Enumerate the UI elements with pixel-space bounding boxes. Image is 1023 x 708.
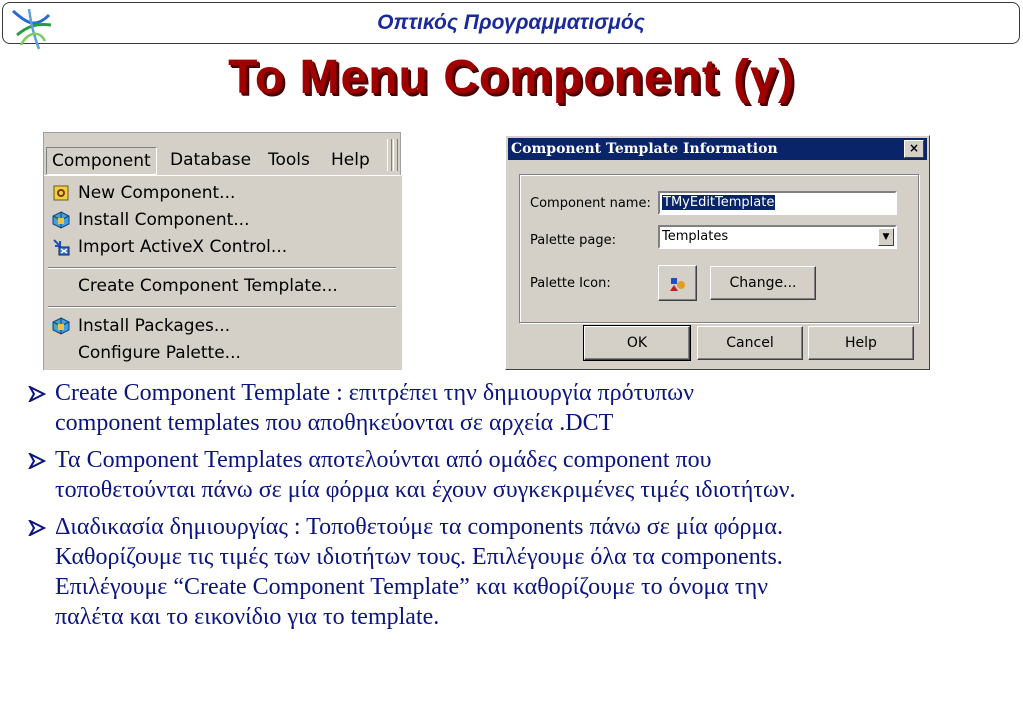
import-activex-icon (52, 238, 70, 256)
arrow-bullet-icon (28, 453, 46, 469)
component-name-field[interactable] (658, 191, 897, 215)
palette-icon-button[interactable] (658, 265, 697, 301)
bullet-item (28, 445, 1018, 505)
component-dropdown (44, 175, 402, 370)
menu-tools[interactable]: Tools (268, 150, 310, 170)
bullet-line: Επιλέγουμε “Create Component Template” και καθορίζουμε το όνομα την (55, 574, 768, 600)
menu-item-label: Import ActiveX Control... (78, 237, 288, 257)
cancel-button[interactable]: Cancel (697, 326, 803, 360)
menu-item-label: Configure Palette... (78, 343, 241, 363)
palette-page-select[interactable] (658, 225, 897, 249)
toolbar-grip[interactable] (393, 139, 398, 171)
component-palette-icon (669, 275, 687, 293)
menu-component[interactable]: Component (46, 147, 157, 175)
toolbar-grip[interactable] (387, 139, 392, 171)
menu-database[interactable]: Database (170, 150, 252, 170)
component-template-dialog (505, 135, 930, 370)
chevron-down-icon[interactable]: ▼ (878, 228, 894, 246)
new-component-icon (52, 184, 70, 202)
close-button[interactable]: × (904, 140, 924, 158)
bullet-line: Create Component Template : επιτρέπει την δημιουργία πρότυπων (55, 380, 694, 406)
header-title: Οπτικός Προγραμματισμός (377, 11, 645, 34)
bullet-line: Διαδικασία δημιουργίας : Τοποθετούμε τα components πάνω σε μία φόρμα. (55, 514, 783, 540)
change-button[interactable]: Change... (710, 266, 816, 300)
palette-page-value: Templates (662, 229, 729, 244)
menu-separator (48, 306, 396, 308)
menu-item-label: Install Packages... (78, 316, 231, 336)
menu-item-label: Create Component Template... (78, 276, 338, 296)
bullet-line: Τα Component Templates αποτελούνται από ομάδες component που (55, 447, 712, 473)
component-menu-screenshot (43, 132, 401, 370)
bullet-item (28, 512, 1018, 632)
palette-page-label: Palette page: (530, 233, 617, 248)
menu-help[interactable]: Help (331, 150, 370, 170)
component-name-label: Component name: (530, 196, 651, 211)
ok-button[interactable]: OK (584, 326, 690, 360)
dialog-titlebar (508, 138, 927, 160)
bullet-item (28, 378, 1018, 438)
menu-item-label: New Component... (78, 183, 236, 203)
bullet-list (28, 378, 1018, 639)
slide-title: To Menu Component (γ) (228, 51, 795, 104)
install-component-icon (52, 211, 70, 229)
menu-separator (48, 267, 396, 269)
arrow-bullet-icon (28, 520, 46, 536)
component-name-value: TMyEditTemplate (663, 195, 775, 210)
menu-item-label: Install Component... (78, 210, 250, 230)
header-bar (2, 2, 1020, 44)
help-button[interactable]: Help (808, 326, 914, 360)
dialog-title: Component Template Information (511, 141, 778, 157)
install-packages-icon (52, 317, 70, 335)
arrow-bullet-icon (28, 386, 46, 402)
bullet-line: τοποθετούνται πάνω σε μία φόρμα και έχουν συγκεκριμένες τιμές ιδιοτήτων. (55, 477, 796, 503)
bullet-line: παλέτα και το εικονίδιο για το template. (55, 604, 440, 630)
bullet-line: Καθορίζουμε τις τιμές των ιδιοτήτων τους. Επιλέγουμε όλα τα components. (55, 544, 783, 570)
bullet-line: component templates που αποθηκεύονται σε αρχεία .DCT (55, 410, 614, 436)
palette-icon-label: Palette Icon: (530, 276, 611, 291)
